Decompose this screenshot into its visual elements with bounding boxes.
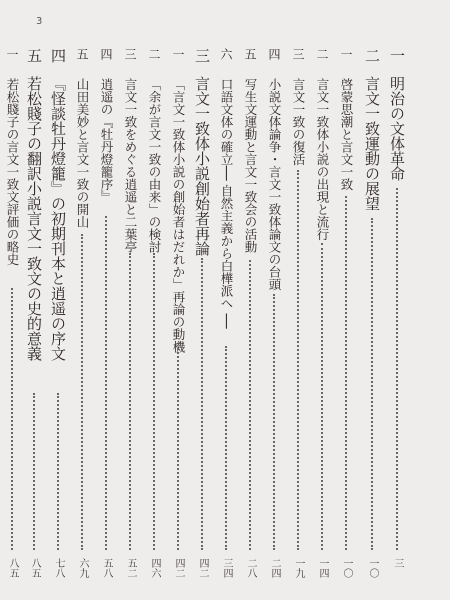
toc-entry-section <box>168 48 188 588</box>
dot-leader <box>249 260 251 550</box>
dot-leader <box>321 243 323 550</box>
entry-title: 「言文一致体小説の創始者はだれか」再論の動機 <box>171 78 186 353</box>
toc-entry-section <box>216 48 236 588</box>
toc-entry-section <box>288 48 308 588</box>
toc-entry-section <box>120 48 140 588</box>
entry-page: 一〇 <box>341 558 352 578</box>
toc-entry-chapter <box>192 48 212 588</box>
entry-page: 二四 <box>269 558 280 578</box>
entry-page: 五八 <box>101 558 112 578</box>
entry-number: 三 <box>123 48 137 60</box>
toc-entry-section <box>336 48 356 588</box>
toc-entry-section <box>72 48 92 588</box>
entry-title: 山田美妙と言文一致の開山 <box>75 78 90 228</box>
toc-entry-section <box>144 48 164 588</box>
entry-page: 四六 <box>149 558 160 578</box>
toc-entry-section <box>240 48 260 588</box>
dot-leader <box>129 253 131 550</box>
entry-page: 六九 <box>77 558 88 578</box>
dot-leader <box>396 188 398 550</box>
entry-number: 五 <box>25 48 43 63</box>
entry-page: 三 <box>392 558 403 568</box>
dot-leader <box>371 218 373 550</box>
entry-page: 八五 <box>29 558 40 578</box>
entry-page: 五二 <box>125 558 136 578</box>
entry-number: 四 <box>99 48 113 60</box>
entry-number: 四 <box>49 48 67 63</box>
toc-entry-section <box>96 48 116 588</box>
entry-page: 八五 <box>7 558 18 578</box>
entry-title: 明治の文体革命 <box>388 76 406 181</box>
entry-page: 一〇 <box>367 558 378 578</box>
dot-leader <box>57 393 59 550</box>
entry-number: 一 <box>339 48 353 60</box>
entry-title: 言文一致運動の展望 <box>363 76 381 211</box>
entry-title: 「余が言文一致の由来」の検討 <box>147 78 162 253</box>
entry-page: 一四 <box>317 558 328 578</box>
entry-number: 二 <box>315 48 329 60</box>
entry-title: 言文一致をめぐる逍遥と二葉亭 <box>123 78 138 253</box>
entry-number: 五 <box>243 48 257 60</box>
toc-entry-section <box>264 48 284 588</box>
entry-number: 五 <box>75 48 89 60</box>
entry-page: 七八 <box>53 558 64 578</box>
entry-title: 若松賤子の翻訳小説言文一致文の史的意義 <box>25 76 43 361</box>
toc-entry-chapter <box>387 48 407 588</box>
toc-entry-chapter <box>24 48 44 588</box>
dot-leader <box>177 348 179 550</box>
entry-number: 四 <box>267 48 281 60</box>
entry-page: 一九 <box>293 558 304 578</box>
entry-number: 一 <box>5 48 19 60</box>
entry-page: 四二 <box>197 558 208 578</box>
entry-title: 言文一致の復活 <box>291 78 306 166</box>
dot-leader <box>81 234 83 550</box>
dot-leader <box>105 216 107 550</box>
toc-entry-section <box>312 48 332 588</box>
dot-leader <box>33 393 35 550</box>
dot-leader <box>11 288 13 550</box>
dot-leader <box>345 196 347 550</box>
dot-leader <box>225 346 227 550</box>
dot-leader <box>201 258 203 550</box>
page-number: 3 <box>36 16 43 27</box>
toc-entry-chapter <box>362 48 382 588</box>
entry-title: 言文一致体小説創始者再論 <box>193 76 211 256</box>
entry-page: 四二 <box>173 558 184 578</box>
entry-title: 写生文運動と言文一致会の活動 <box>243 78 258 253</box>
entry-title: 若松賤子の言文一致文評価の略史 <box>5 78 20 266</box>
entry-page: 三四 <box>221 558 232 578</box>
entry-title: 言文一致体小説の出現と流行 <box>315 78 330 241</box>
entry-number: 二 <box>363 48 381 63</box>
entry-number: 二 <box>147 48 161 60</box>
dot-leader <box>273 294 275 550</box>
entry-title: 逍遥の『牡丹燈籠序』 <box>99 78 114 203</box>
entry-page: 二八 <box>245 558 256 578</box>
entry-number: 一 <box>171 48 185 60</box>
entry-title: 『怪談牡丹燈籠』の初期刊本と逍遥の序文 <box>49 76 67 361</box>
entry-number: 三 <box>291 48 305 60</box>
entry-number: 三 <box>193 48 211 63</box>
dot-leader <box>153 253 155 550</box>
entry-title: 小説文体論争・言文一致体論文の台頭 <box>267 78 282 291</box>
entry-number: 一 <box>388 48 406 63</box>
toc-entry-section <box>2 48 22 588</box>
toc-entry-chapter <box>48 48 68 588</box>
dot-leader <box>297 170 299 550</box>
entry-number: 六 <box>219 48 233 60</box>
entry-title: 啓蒙思潮と言文一致 <box>339 78 354 191</box>
entry-title: 口語文体の確立── 自然主義から白樺派へ ── <box>219 78 234 329</box>
